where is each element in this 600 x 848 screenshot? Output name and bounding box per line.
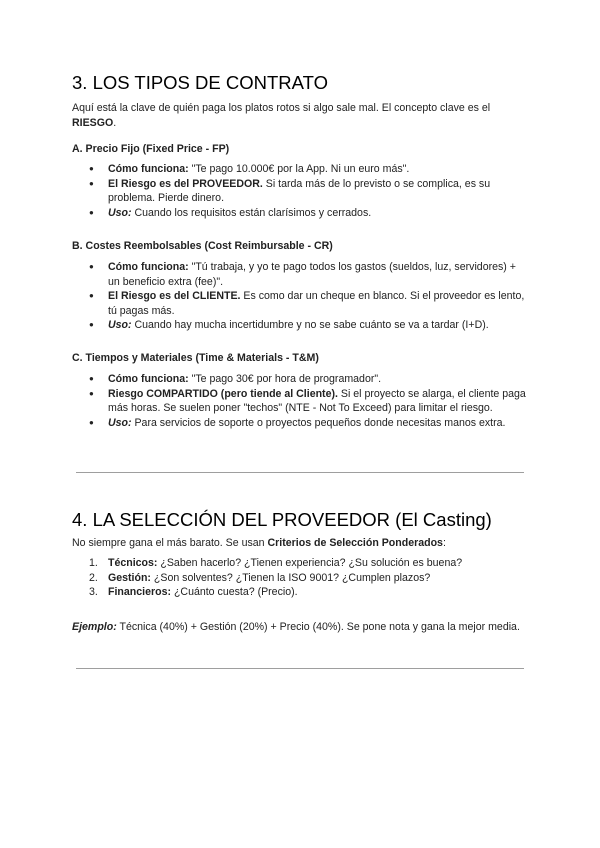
- list-item: [72, 585, 528, 600]
- intro-text: Aquí está la clave de quién paga los platos rotos si algo sale mal. El concepto clave es el: [72, 102, 491, 114]
- item-text: Si tarda más de lo previsto o se complica, es su problema. Pierde dinero.: [108, 177, 491, 205]
- item-text: "Tú trabaja, y yo te pago todos los gastos (sueldos, luz, servidores) + un beneficio extra (fee)".: [108, 261, 516, 288]
- item-text: ¿Son solventes? ¿Tienen la ISO 9001? ¿Cumplen plazos?: [150, 571, 431, 584]
- item-text: "Te pago 10.000€ por la App. Ni un euro más".: [188, 163, 410, 175]
- contract-c-heading: C. Tiempos y Materiales (Time & Materials - T&M): [72, 352, 319, 364]
- intro-end: :: [442, 537, 446, 549]
- item-number: 2.: [89, 571, 98, 584]
- item-label: Riesgo COMPARTIDO (pero tiende al Cliente).: [108, 387, 338, 400]
- item-text: Cuando hay mucha incertidumbre y no se sabe cuánto se va a tardar (I+D).: [131, 319, 489, 332]
- item-label: Gestión:: [108, 571, 151, 584]
- list-item: [72, 318, 528, 333]
- section-3-intro: [72, 101, 522, 130]
- list-item: [72, 372, 528, 387]
- list-item: [72, 260, 528, 289]
- section-4-intro: [72, 536, 446, 551]
- example-paragraph: [72, 620, 522, 635]
- criteria-list: [72, 556, 528, 600]
- contract-c-list: [72, 372, 528, 430]
- example-text: Técnica (40%) + Gestión (20%) + Precio (40%). Se pone nota y gana la mejor media.: [116, 621, 520, 633]
- item-text: Para servicios de soporte o proyectos pequeños donde necesitas manos extra.: [131, 416, 506, 429]
- item-label: Cómo funciona:: [108, 163, 189, 175]
- item-text: "Te pago 30€ por hora de programador".: [188, 373, 382, 385]
- section-3-title: 3. LOS TIPOS DE CONTRATO: [72, 72, 328, 93]
- list-item: [72, 387, 528, 416]
- section-4-title: 4. LA SELECCIÓN DEL PROVEEDOR (El Casting): [72, 509, 492, 530]
- list-item: [72, 289, 528, 318]
- list-item: [72, 206, 528, 221]
- item-text: Es como dar un cheque en blanco. Si el proveedor es lento, tú pagas más.: [108, 290, 525, 317]
- contract-b-list: [72, 260, 528, 333]
- example-label: Ejemplo:: [72, 621, 117, 633]
- item-text: Si el proyecto se alarga, el cliente paga más horas. Se suelen poner "techos" (NTE - Not To Exceed) para limitar el riesgo.: [108, 387, 526, 415]
- item-label: Financieros:: [108, 586, 171, 599]
- section-divider: [76, 472, 524, 473]
- item-label: Uso:: [108, 319, 132, 332]
- item-label: Uso:: [108, 206, 132, 219]
- item-text: ¿Saben hacerlo? ¿Tienen experiencia? ¿Su solución es buena?: [157, 557, 463, 569]
- intro-bold: RIESGO: [72, 116, 114, 129]
- item-text: Cuando los requisitos están clarísimos y cerrados.: [131, 206, 372, 219]
- item-label: Técnicos:: [108, 557, 158, 569]
- section-divider: [76, 668, 524, 669]
- item-label: Cómo funciona:: [108, 373, 189, 385]
- intro-bold: Criterios de Selección Ponderados: [267, 537, 443, 549]
- item-label: Uso:: [108, 416, 132, 429]
- intro-text: No siempre gana el más barato. Se usan: [72, 537, 268, 549]
- list-item: [72, 416, 528, 431]
- list-item: [72, 177, 528, 206]
- item-text: ¿Cuánto cuesta? (Precio).: [171, 586, 298, 599]
- contract-a-list: [72, 162, 528, 220]
- contract-b-heading: B. Costes Reembolsables (Cost Reimbursable - CR): [72, 240, 333, 252]
- item-label: El Riesgo es del CLIENTE.: [108, 290, 241, 303]
- intro-end: .: [113, 116, 117, 129]
- list-item: [72, 571, 528, 586]
- list-item: [72, 556, 528, 571]
- item-number: 1.: [89, 557, 98, 569]
- item-label: Cómo funciona:: [108, 261, 189, 273]
- item-number: 3.: [89, 586, 98, 599]
- list-item: [72, 162, 528, 177]
- item-label: El Riesgo es del PROVEEDOR.: [108, 177, 263, 190]
- contract-a-heading: A. Precio Fijo (Fixed Price - FP): [72, 143, 230, 155]
